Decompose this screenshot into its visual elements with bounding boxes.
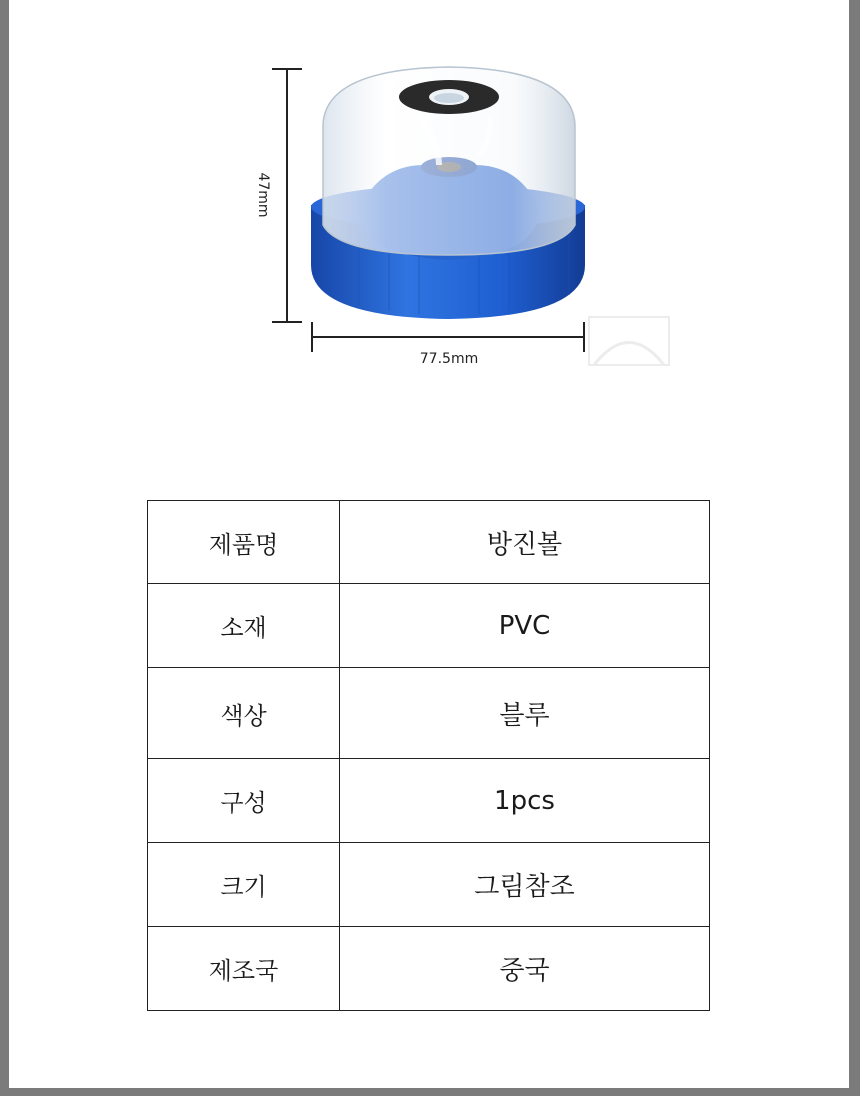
spec-key: 크기 xyxy=(148,843,340,927)
table-row xyxy=(148,843,710,927)
height-label: 47mm xyxy=(255,172,271,218)
table-row xyxy=(148,927,710,1011)
table-row xyxy=(148,584,710,668)
spec-table xyxy=(147,500,710,1011)
table-row xyxy=(148,668,710,759)
spec-key: 소재 xyxy=(148,584,340,668)
spec-value: 중국 xyxy=(340,927,710,1011)
spec-key: 색상 xyxy=(148,668,340,759)
spec-value: 블루 xyxy=(340,668,710,759)
height-dimension xyxy=(255,69,302,322)
spec-value: 방진볼 xyxy=(340,501,710,584)
spec-value: 그림참조 xyxy=(340,843,710,927)
spec-value: 1pcs xyxy=(340,759,710,843)
table-row xyxy=(148,501,710,584)
spec-key: 제조국 xyxy=(148,927,340,1011)
width-dimension xyxy=(312,322,584,367)
spec-value: PVC xyxy=(340,584,710,668)
spec-key: 구성 xyxy=(148,759,340,843)
product-image xyxy=(239,55,679,375)
dust-cup-illustration xyxy=(311,67,585,319)
table-row xyxy=(148,759,710,843)
product-detail-page xyxy=(9,0,849,1088)
watermark-logo xyxy=(589,317,669,365)
spec-key: 제품명 xyxy=(148,501,340,584)
width-label: 77.5mm xyxy=(419,351,479,367)
